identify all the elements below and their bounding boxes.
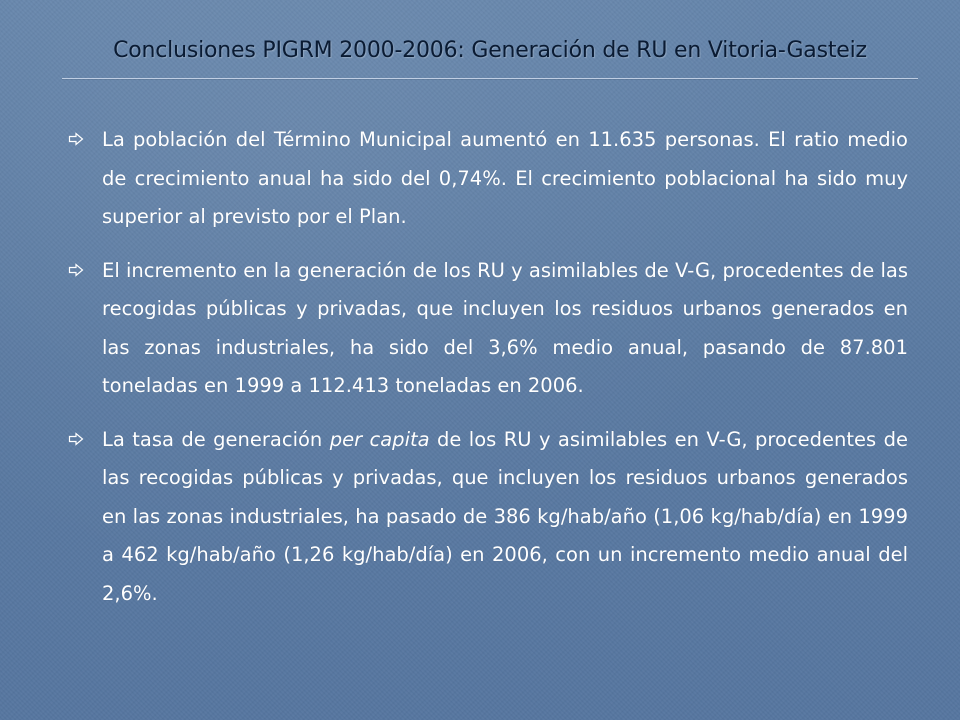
- bullet-item-population: [62, 121, 908, 237]
- bullet-text-start: La tasa de generación: [102, 427, 330, 451]
- bullet-item-per-capita-rate: [62, 421, 908, 614]
- bullet-text-end: de los RU y asimilables en V-G, procedentes de las recogidas públicas y privadas, que incluyen los residuos urbanos generados en las zonas industriales, ha pasado de 386 kg/hab/año (1,06 kg/hab/día) en 1999 a 462 kg/hab/año (1,26 kg/hab/día) en 2006, con un incremento medio anual del 2,6%.: [102, 427, 908, 605]
- title-divider: [62, 78, 918, 79]
- bullet-text: [102, 421, 908, 614]
- bullet-text-italic: per capita: [329, 427, 430, 451]
- bullet-text: La población del Término Municipal aumentó en 11.635 personas. El ratio medio de crecimiento anual ha sido del 0,74%. El crecimiento poblacional ha sido muy superior al previsto por el Plan.: [102, 128, 908, 228]
- hollow-right-arrow-icon: [68, 432, 84, 446]
- bullet-item-generation-increase: [62, 252, 908, 406]
- bullet-text: El incremento en la generación de los RU y asimilables de V-G, procedentes de las recogidas públicas y privadas, que incluyen los residuos urbanos generados en las zonas industriales, ha sido del 3,6% medio anual, pasando de 87.801 toneladas en 1999 a 112.413 toneladas en 2006.: [102, 258, 908, 397]
- hollow-right-arrow-icon: [68, 132, 84, 146]
- bullet-list: [62, 121, 908, 613]
- slide-title: Conclusiones PIGRM 2000-2006: Generación de RU en Vitoria-Gasteiz: [113, 38, 867, 63]
- hollow-right-arrow-icon: [68, 263, 84, 277]
